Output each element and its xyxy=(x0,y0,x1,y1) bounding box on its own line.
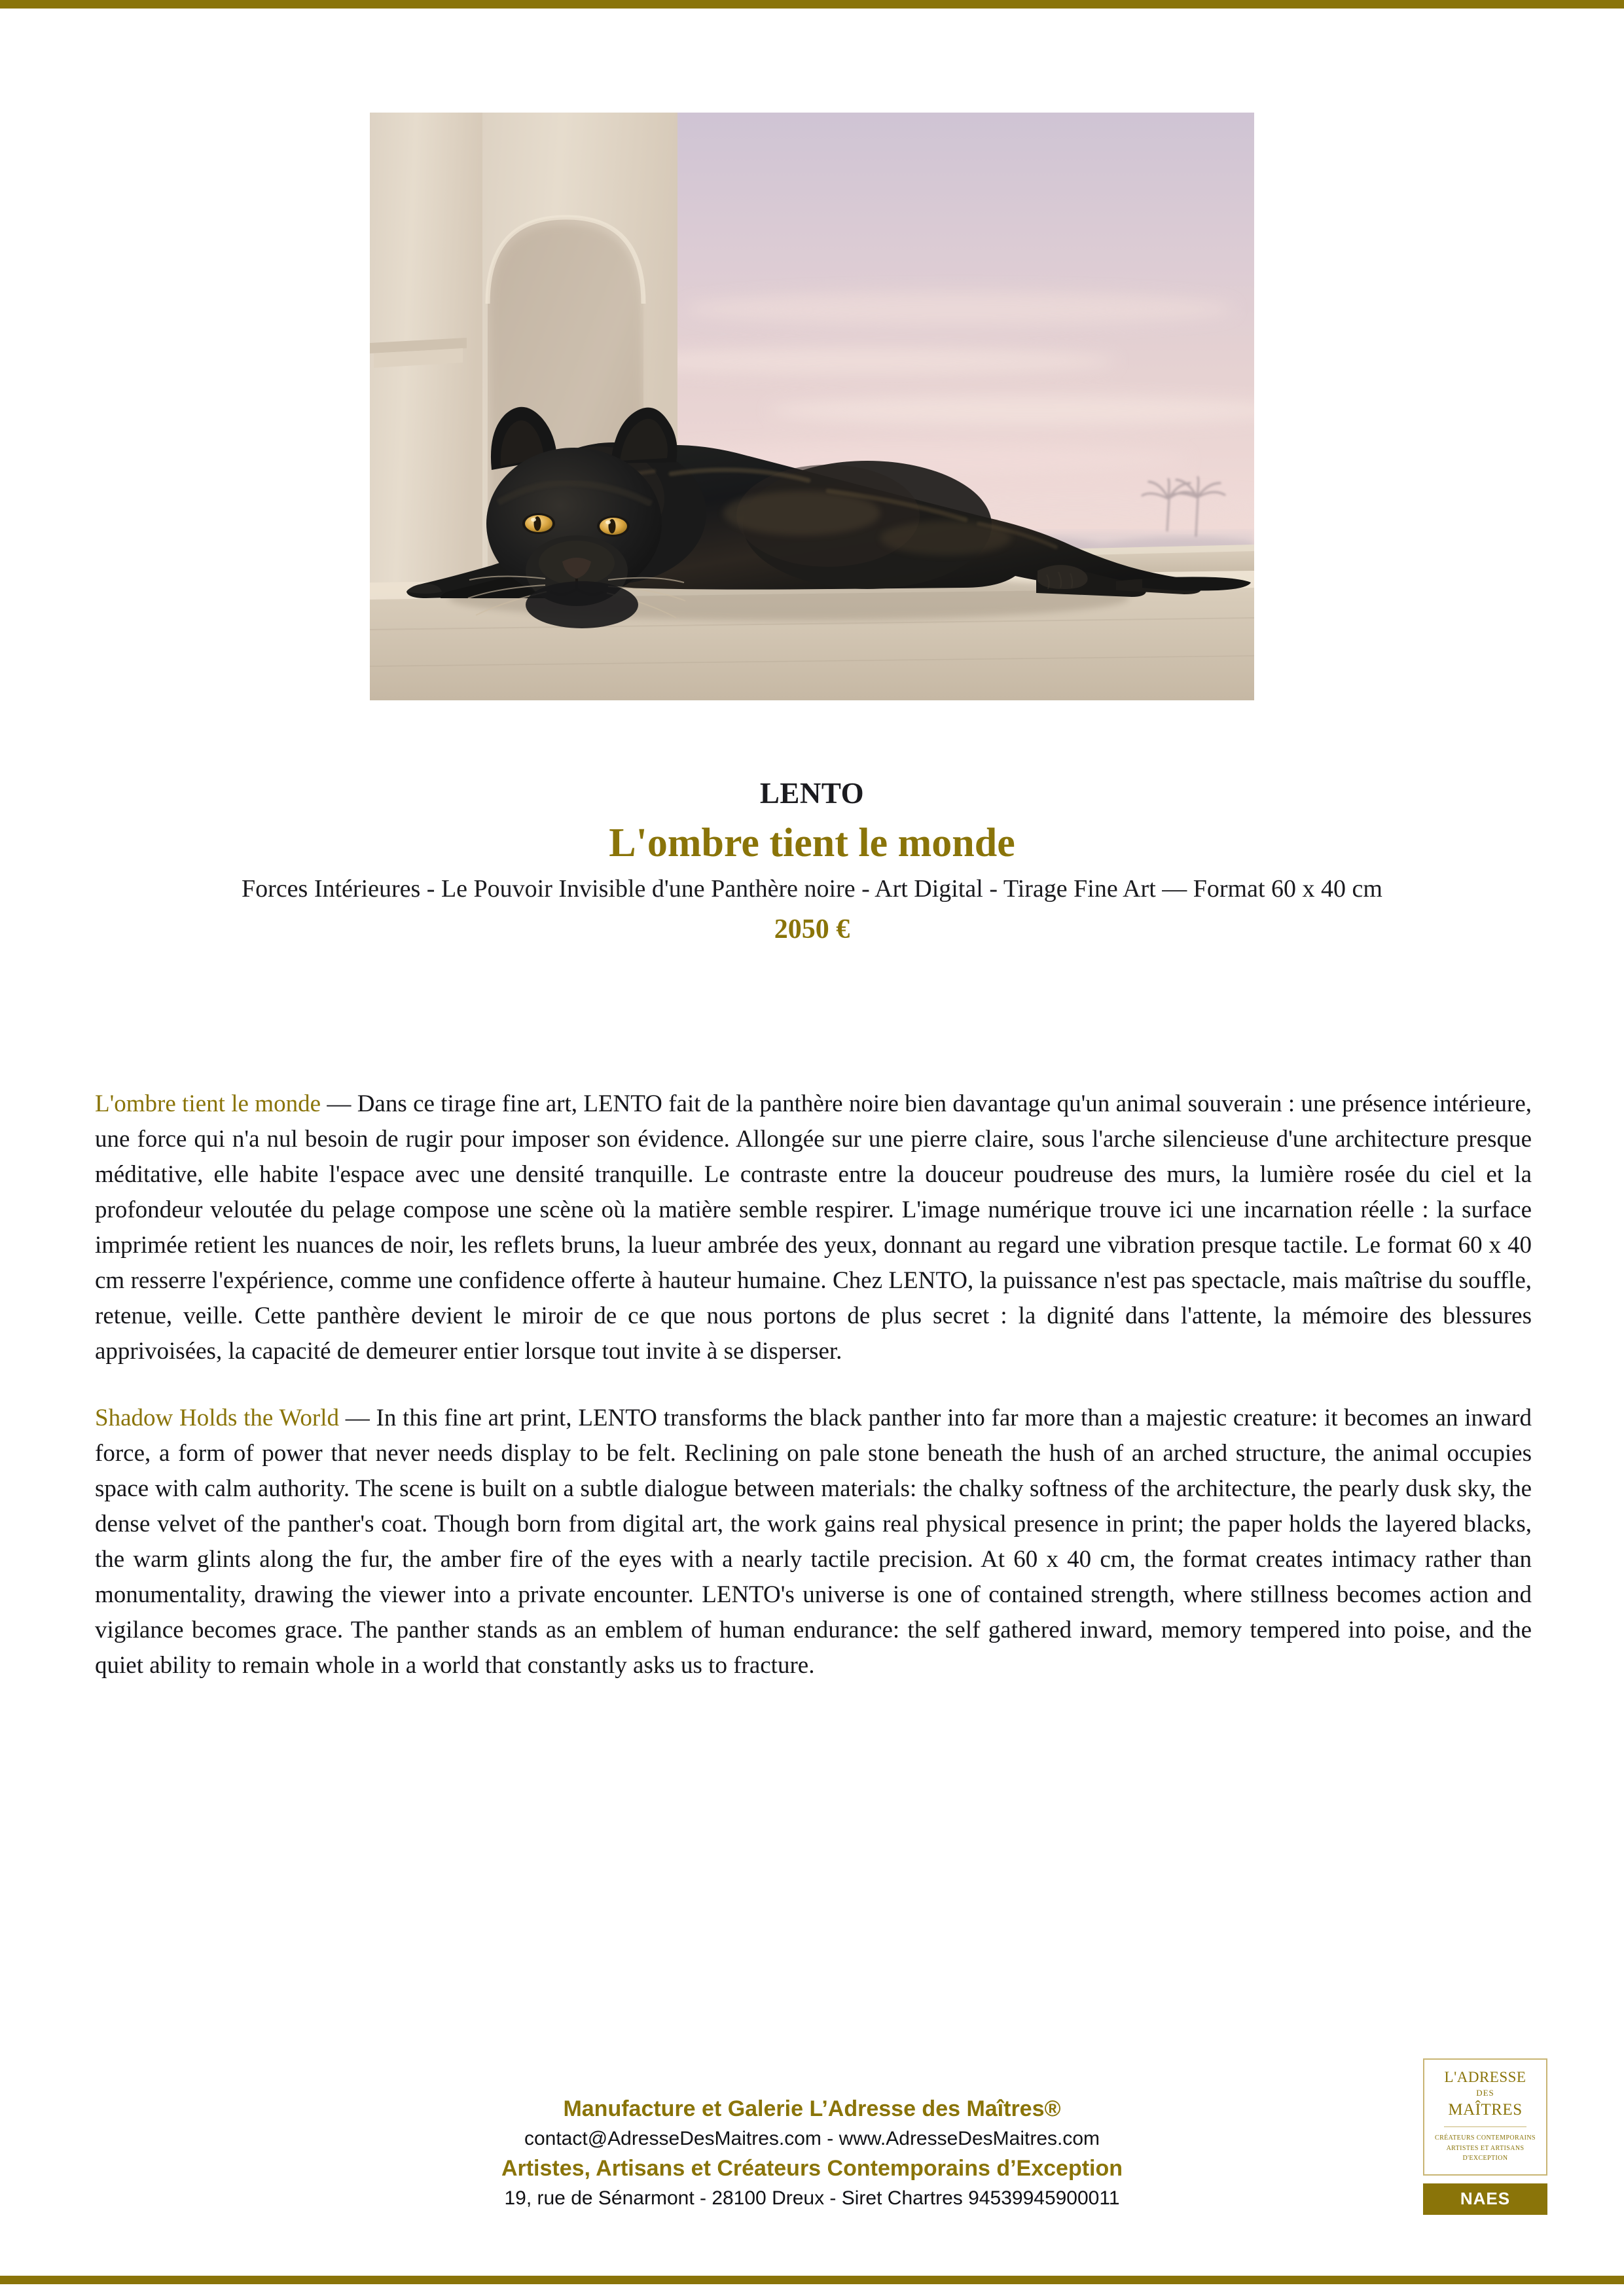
adresse-des-maitres-logo xyxy=(1423,2058,1547,2176)
panther-artwork-image xyxy=(370,113,1254,700)
work-heading xyxy=(0,776,1624,946)
page-bottom-rule xyxy=(0,2276,1624,2284)
logo-line-des: DES xyxy=(1476,2088,1494,2098)
work-subtitle: Forces Intérieures - Le Pouvoir Invisible d'une Panthère noire - Art Digital - Tirage Fine Art — Format 60 x 40 cm xyxy=(242,875,1382,903)
description-dash-en: — xyxy=(339,1405,376,1432)
logo-line-ladresse: L'ADRESSE xyxy=(1444,2069,1526,2085)
description-lead-in-fr: L'ombre tient le monde xyxy=(95,1090,321,1117)
logo-tagline-line-1: CRÉATEURS CONTEMPORAINS xyxy=(1435,2134,1536,2142)
logo-tagline-line-2: ARTISTES ET ARTISANS xyxy=(1446,2144,1525,2152)
page-footer xyxy=(0,2094,1624,2214)
naes-badge[interactable]: NAES xyxy=(1423,2183,1547,2215)
footer-address: 19, rue de Sénarmont - 28100 Dreux - Siret Chartres 94539945900011 xyxy=(504,2187,1120,2210)
logo-line-maitres: MAÎTRES xyxy=(1448,2100,1523,2119)
logo-divider xyxy=(1444,2126,1526,2127)
description-dash-fr: — xyxy=(321,1090,357,1117)
description-text-en: In this fine art print, LENTO transforms the black panther into far more than a majestic creature: it becomes an inward force, a form of power that never needs display to be felt. Reclining on pale stone beneath the hush of an arched structure, the animal occupies space with calm authority. The scene is built on a subtle dialogue between materials: the chalky softness of the architecture, the pearly dusk sky, the dense velvet of the panther's coat. Though born from digital art, the work gains real physical presence in print; the paper holds the layered blacks, the warm glints along the fur, the amber fire of the eyes with a nearly tactile precision. At 60 x 40 cm, the format creates intimacy rather than monumentality, drawing the viewer into a private encounter. LENTO's universe is one of contained strength, where stillness becomes action and vigilance becomes grace. The panther stands as an emblem of human endurance: the self gathered inward, memory tempered into poise, and the quiet ability to remain whole in a world that constantly asks us to fracture. xyxy=(95,1405,1532,1679)
artist-name: LENTO xyxy=(759,777,865,810)
description-lead-in-en: Shadow Holds the World xyxy=(95,1405,340,1432)
footer-contact[interactable]: contact@AdresseDesMaitres.com - www.AdresseDesMaitres.com xyxy=(524,2128,1100,2150)
page-top-rule xyxy=(0,0,1624,9)
artwork-figure xyxy=(370,113,1254,700)
brand-logo-block xyxy=(1423,2058,1547,2215)
description-text-fr: Dans ce tirage fine art, LENTO fait de la panthère noire bien davantage qu'un animal souverain : une présence intérieure, une force qui n'a nul besoin de rugir pour imposer son évidence. Allongée sur une pierre claire, sous l'arche silencieuse d'une architecture presque méditative, elle habite l'espace avec une densité tranquille. Le contraste entre la douceur poudreuse des murs, la lumière rosée du ciel et la profondeur veloutée du pelage compose une scène où la matière semble respirer. L'image numérique trouve ici une incarnation réelle : la surface imprimée retient les nuances de noir, les reflets bruns, la lueur ambrée des yeux, donnant au regard une vibration presque tactile. Le format 60 x 40 cm resserre l'expérience, comme une confidence offerte à hauteur humaine. Chez LENTO, la puissance n'est pas spectacle, mais maîtrise du souffle, retenue, veille. Cette panthère devient le miroir de ce que nous portons de plus secret : la dignité dans l'attente, la mémoire des blessures apprivoisées, la capacité de demeurer entier lorsque tout invite à se disperser. xyxy=(95,1090,1532,1365)
footer-company-name: Manufacture et Galerie L’Adresse des Maîtres® xyxy=(563,2096,1061,2121)
logo-tagline-line-3: D'EXCEPTION xyxy=(1462,2155,1508,2162)
footer-tagline: Artistes, Artisans et Créateurs Contemporains d’Exception xyxy=(501,2156,1123,2181)
work-price: 2050 € xyxy=(774,914,850,944)
description-paragraph-fr xyxy=(95,1086,1532,1369)
description-paragraph-en xyxy=(95,1401,1532,1683)
page-title: L'ombre tient le monde xyxy=(609,821,1015,866)
description-section xyxy=(95,1086,1532,1683)
